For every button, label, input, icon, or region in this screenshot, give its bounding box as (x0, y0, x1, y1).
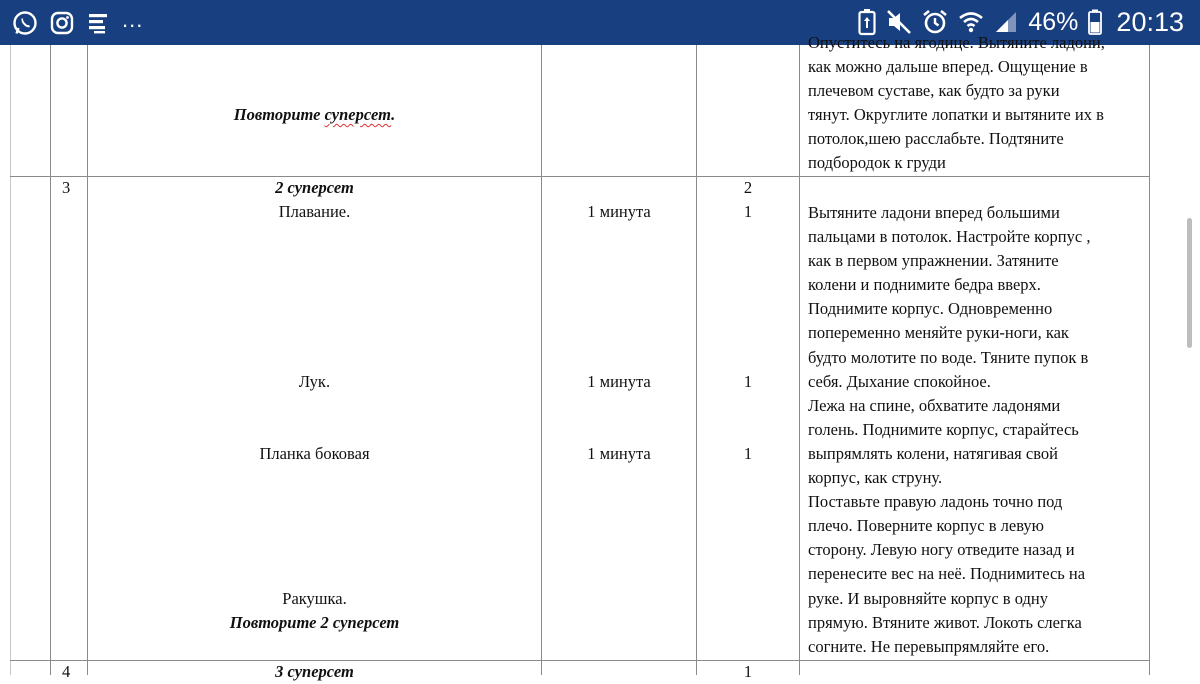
table-border-left (50, 45, 51, 675)
exercise-name: Плавание. (278, 202, 351, 221)
col-divider-2 (541, 45, 542, 675)
instagram-icon (50, 11, 74, 35)
col-divider-4 (799, 45, 800, 675)
page-margin-line (10, 45, 11, 675)
table-border-right (1149, 45, 1150, 675)
row-number: 3 (62, 178, 71, 197)
sets-value: 1 (743, 444, 753, 463)
exercise-name: Ракушка. (282, 589, 347, 608)
sets-value: 1 (743, 662, 753, 681)
exercise-name: Лук. (298, 372, 331, 391)
more-notifications: ... (122, 7, 144, 32)
battery-percent: 46% (1028, 7, 1079, 36)
superset-header: 2 суперсет (275, 178, 354, 197)
repeat-superset-label: Повторите суперсет. (233, 105, 396, 124)
exercise-time: 1 минута (587, 444, 651, 463)
scrollbar-thumb[interactable] (1187, 218, 1192, 348)
exercise-time: 1 минута (587, 372, 651, 391)
document-page[interactable] (0, 33, 1200, 681)
whatsapp-icon (12, 10, 38, 36)
notification-icon (86, 11, 110, 35)
col-divider-1 (87, 45, 88, 675)
exercise-name: Планка боковая (259, 444, 370, 463)
description-text: Опуститесь на ягодице. Вытяните ладони, как можно дальше вперед. Ощущение в плечевом суставе, как будто за руки тянут. Округлите лопатки и вытяните их в потолок,шею расслабьте. Подтяните подбородок к груди (808, 33, 1105, 173)
sets-value: 1 (743, 372, 753, 391)
col-divider-3 (696, 45, 697, 675)
repeat-superset-label: Повторите 2 суперсет (229, 613, 400, 632)
description-text: Вытяните ладони вперед большими пальцами в потолок. Настройте корпус , как в первом упражнении. Затяните колени и поднимите бедра вверх. Поднимите корпус. Одновременно попеременно меняйте руки-ноги, как будто молотите по воде. Тяните пупок в себя. Дыхание спокойное. Лежа на спине, обхватите ладонями голень. Поднимите корпус, старайтесь выпрямлять колени, натягивая свой корпус, как струну. Поставьте правую ладонь точно под плечо. Поверните корпус в левую сторону. Левую ногу отведите назад и перенесите вес на неё. Поднимитесь на руке. И выровняйте корпус в одну прямую. Втяните живот. Локоть слегка согните. Не перевыпрямляйте его. (808, 203, 1091, 656)
exercise-time: 1 минута (587, 202, 651, 221)
sets-value: 1 (743, 202, 753, 221)
row-number: 4 (62, 662, 71, 681)
superset-header: 3 суперсет (275, 662, 354, 681)
sets-value: 2 (743, 178, 753, 197)
clock: 20:13 (1116, 6, 1184, 37)
